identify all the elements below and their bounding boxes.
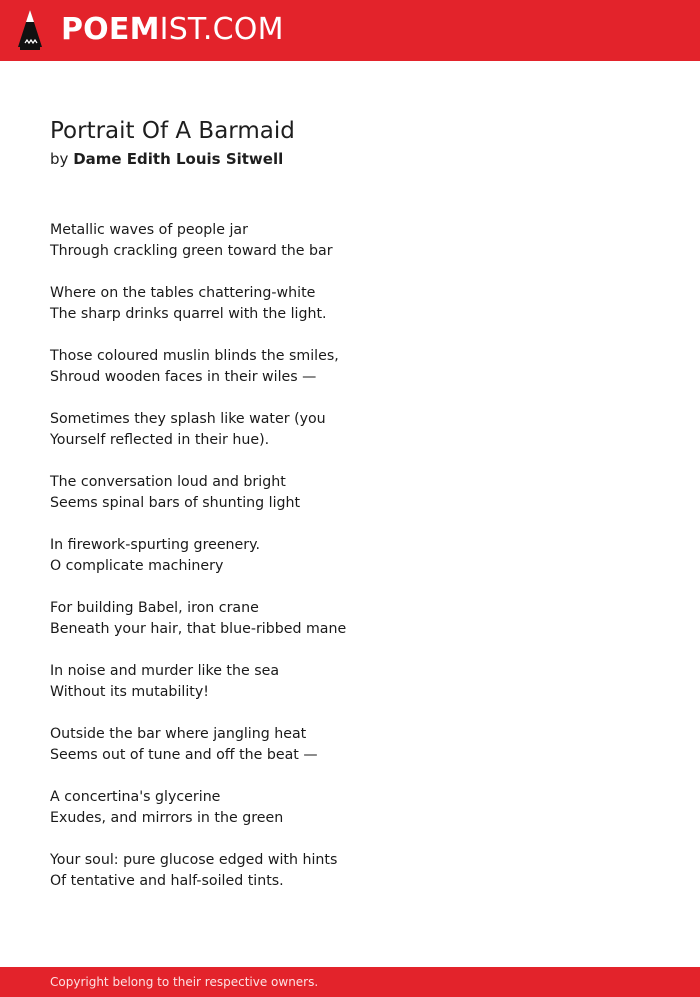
poem-line: Of tentative and half-soiled tints. — [50, 873, 284, 889]
stanza — [50, 409, 650, 451]
site-header — [0, 0, 700, 61]
poem-byline — [50, 148, 650, 170]
poem-content — [50, 114, 650, 913]
poem-body — [50, 220, 650, 892]
poem-line: The sharp drinks quarrel with the light. — [50, 306, 327, 322]
poem-line: Metallic waves of people jar — [50, 222, 248, 238]
poem-line: Beneath your hair, that blue-ribbed mane — [50, 621, 347, 637]
logo-text-light: IST.COM — [159, 12, 284, 47]
site-logo[interactable] — [61, 12, 284, 48]
poem-line: A concertina's glycerine — [50, 789, 221, 805]
poem-title: Portrait Of A Barmaid — [50, 118, 295, 144]
poem-line: Exudes, and mirrors in the green — [50, 810, 284, 826]
pencil-nib-icon[interactable] — [17, 9, 43, 51]
stanza — [50, 787, 650, 829]
stanza — [50, 850, 650, 892]
poem-line: Those coloured muslin blinds the smiles, — [50, 348, 339, 364]
poem-line: In noise and murder like the sea — [50, 663, 280, 679]
poem-line: Through crackling green toward the bar — [50, 243, 333, 259]
poem-line: Seems out of tune and off the beat — — [50, 747, 318, 763]
logo-text-strong: POEM — [61, 12, 160, 47]
poem-line: For building Babel, iron crane — [50, 600, 259, 616]
poem-line: Yourself reflected in their hue). — [50, 432, 270, 448]
poem-line: Your soul: pure glucose edged with hints — [50, 852, 338, 868]
stanza — [50, 661, 650, 703]
poem-line: Shroud wooden faces in their wiles — — [50, 369, 317, 385]
poem-line: Where on the tables chattering-white — [50, 285, 316, 301]
stanza — [50, 346, 650, 388]
poem-line: O complicate machinery — [50, 558, 224, 574]
poem-line: Outside the bar where jangling heat — [50, 726, 307, 742]
site-footer — [0, 967, 700, 997]
poem-line: Without its mutability! — [50, 684, 209, 700]
stanza — [50, 598, 650, 640]
copyright-notice: Copyright belong to their respective owners. — [50, 975, 319, 989]
stanza — [50, 535, 650, 577]
stanza — [50, 283, 650, 325]
stanza — [50, 472, 650, 514]
poem-line: The conversation loud and bright — [50, 474, 286, 490]
stanza — [50, 724, 650, 766]
poem-line: Seems spinal bars of shunting light — [50, 495, 301, 511]
byline-prefix: by — [50, 150, 69, 168]
poem-line: In firework-spurting greenery. — [50, 537, 260, 553]
stanza — [50, 220, 650, 262]
poem-author[interactable]: Dame Edith Louis Sitwell — [73, 150, 284, 168]
poem-line: Sometimes they splash like water (you — [50, 411, 326, 427]
